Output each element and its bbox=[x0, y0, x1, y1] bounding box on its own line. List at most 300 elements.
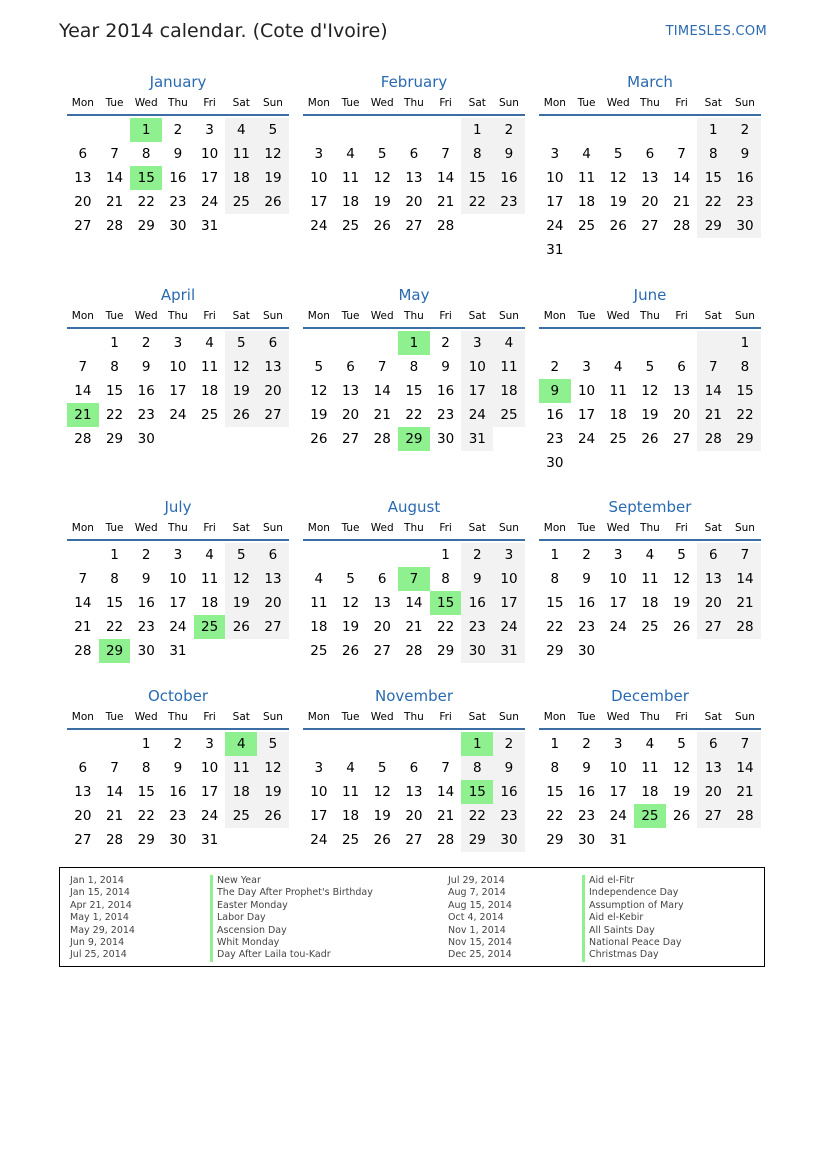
day-cell: 19 bbox=[609, 194, 627, 210]
day-cell: 12 bbox=[373, 170, 391, 186]
day-cell: 14 bbox=[673, 170, 691, 186]
empty-cell bbox=[571, 451, 603, 475]
weekday-label: Sat bbox=[468, 522, 486, 534]
day-cell: 5 bbox=[613, 146, 623, 162]
day-cell: 9 bbox=[173, 146, 183, 162]
day-cell: 17 bbox=[310, 808, 328, 824]
day-cell: 23 bbox=[729, 190, 761, 214]
day-cell: 29 bbox=[137, 218, 155, 234]
day-cell: 13 bbox=[405, 784, 423, 800]
day-cell: 2 bbox=[550, 359, 560, 375]
legend-holiday-name: Aid el-Kebir bbox=[582, 912, 684, 924]
empty-cell bbox=[366, 543, 398, 567]
day-cell: 3 bbox=[173, 335, 183, 351]
day-cell: 19 bbox=[257, 780, 289, 804]
weekday-label: Fri bbox=[203, 97, 216, 109]
day-cell: 3 bbox=[314, 760, 324, 776]
weekday-header bbox=[67, 519, 289, 541]
day-grid bbox=[303, 543, 525, 663]
day-cell: 23 bbox=[577, 808, 596, 824]
day-cell: 14 bbox=[105, 784, 124, 800]
day-cell: 24 bbox=[546, 218, 564, 234]
day-cell: 23 bbox=[461, 615, 493, 639]
legend-holiday-name: Aid el-Fitr bbox=[582, 875, 684, 887]
day-cell: 25 bbox=[341, 832, 360, 848]
legend-date: Jan 1, 2014 bbox=[70, 875, 124, 886]
weekday-label: Thu bbox=[640, 522, 660, 534]
day-cell: 7 bbox=[110, 760, 119, 776]
day-cell: 3 bbox=[205, 122, 214, 138]
month-august bbox=[303, 497, 525, 663]
day-cell: 3 bbox=[550, 146, 560, 162]
day-cell: 22 bbox=[137, 194, 155, 210]
weekday-label: Fri bbox=[439, 97, 452, 109]
weekday-label: Wed bbox=[606, 310, 630, 322]
month-name: December bbox=[611, 687, 689, 705]
day-cell: 17 bbox=[169, 383, 187, 399]
legend-holiday-name: All Saints Day bbox=[582, 925, 684, 937]
weekday-label: Wed bbox=[134, 97, 158, 109]
weekday-label: Tue bbox=[105, 97, 124, 109]
day-cell: 17 bbox=[546, 194, 564, 210]
day-cell: 21 bbox=[74, 619, 92, 635]
day-cell: 26 bbox=[641, 431, 659, 447]
empty-cell bbox=[67, 543, 99, 567]
day-cell: 28 bbox=[74, 643, 92, 659]
month-name: September bbox=[608, 498, 692, 516]
day-cell: 17 bbox=[169, 595, 187, 611]
day-cell: 20 bbox=[373, 619, 391, 635]
day-cell: 9 bbox=[493, 142, 525, 166]
weekday-label: Wed bbox=[370, 711, 394, 723]
day-cell: 12 bbox=[310, 383, 328, 399]
weekday-label: Wed bbox=[370, 97, 394, 109]
day-grid bbox=[67, 543, 289, 663]
weekday-label: Mon bbox=[307, 97, 330, 109]
day-cell: 1 bbox=[141, 736, 151, 752]
day-cell: 29 bbox=[137, 832, 155, 848]
day-cell: 6 bbox=[78, 146, 88, 162]
empty-cell bbox=[634, 828, 666, 852]
day-cell: 10 bbox=[169, 359, 187, 375]
month-february bbox=[303, 72, 525, 238]
legend-holiday-name: National Peace Day bbox=[582, 937, 684, 949]
day-cell: 5 bbox=[257, 118, 289, 142]
weekday-label: Fri bbox=[439, 310, 452, 322]
day-cell: 20 bbox=[74, 194, 92, 210]
legend-holiday-name: New Year bbox=[210, 875, 373, 887]
holiday-day-cell: 15 bbox=[130, 166, 162, 190]
day-cell: 21 bbox=[673, 194, 691, 210]
empty-cell bbox=[162, 427, 194, 451]
day-cell: 28 bbox=[74, 431, 92, 447]
day-cell: 13 bbox=[257, 355, 289, 379]
day-cell: 18 bbox=[493, 379, 525, 403]
day-cell: 11 bbox=[341, 170, 360, 186]
day-cell: 12 bbox=[257, 142, 289, 166]
day-cell: 18 bbox=[201, 383, 219, 399]
day-cell: 11 bbox=[493, 355, 525, 379]
day-cell: 4 bbox=[225, 118, 257, 142]
empty-cell bbox=[634, 331, 666, 355]
day-cell: 8 bbox=[550, 571, 560, 587]
legend-holiday-name: Christmas Day bbox=[582, 949, 684, 961]
day-cell: 4 bbox=[346, 146, 355, 162]
legend-date: Aug 15, 2014 bbox=[448, 899, 512, 911]
day-cell: 8 bbox=[441, 571, 450, 587]
empty-cell bbox=[461, 214, 493, 238]
day-cell: 13 bbox=[341, 383, 360, 399]
weekday-label: Fri bbox=[675, 711, 688, 723]
weekday-label: Mon bbox=[71, 310, 94, 322]
empty-cell bbox=[430, 732, 462, 756]
day-cell: 11 bbox=[201, 359, 219, 375]
day-cell: 3 bbox=[613, 547, 623, 563]
weekday-label: Thu bbox=[640, 97, 660, 109]
legend-date: Nov 1, 2014 bbox=[448, 924, 506, 936]
empty-cell bbox=[602, 118, 634, 142]
day-cell: 25 bbox=[201, 407, 219, 423]
day-cell: 31 bbox=[493, 639, 525, 663]
holiday-day-cell: 15 bbox=[430, 591, 462, 615]
month-name: November bbox=[374, 687, 454, 705]
day-cell: 30 bbox=[437, 431, 455, 447]
day-cell: 25 bbox=[310, 643, 328, 659]
weekday-label: Thu bbox=[404, 522, 424, 534]
day-cell: 13 bbox=[74, 170, 92, 186]
day-cell: 25 bbox=[341, 218, 360, 234]
day-cell: 7 bbox=[729, 543, 761, 567]
day-cell: 18 bbox=[641, 784, 659, 800]
day-cell: 13 bbox=[641, 170, 659, 186]
day-cell: 28 bbox=[697, 427, 729, 451]
legend-date: Jul 25, 2014 bbox=[70, 949, 127, 961]
day-cell: 18 bbox=[641, 595, 659, 611]
day-cell: 6 bbox=[377, 571, 387, 587]
weekday-label: Fri bbox=[675, 522, 688, 534]
empty-cell bbox=[398, 732, 430, 756]
day-cell: 20 bbox=[74, 808, 92, 824]
day-cell: 2 bbox=[493, 118, 525, 142]
holiday-day-cell: 1 bbox=[398, 331, 430, 355]
day-cell: 26 bbox=[341, 643, 360, 659]
day-cell: 6 bbox=[409, 760, 419, 776]
day-cell: 24 bbox=[493, 615, 525, 639]
day-cell: 9 bbox=[141, 359, 151, 375]
day-cell: 30 bbox=[577, 643, 596, 659]
weekday-label: Sun bbox=[262, 522, 283, 534]
empty-cell bbox=[571, 238, 603, 262]
day-cell: 27 bbox=[697, 804, 729, 828]
day-cell: 15 bbox=[105, 383, 124, 399]
day-cell: 24 bbox=[310, 832, 328, 848]
day-cell: 15 bbox=[729, 379, 761, 403]
day-cell: 25 bbox=[641, 619, 659, 635]
empty-cell bbox=[729, 639, 761, 663]
day-cell: 18 bbox=[341, 194, 360, 210]
day-cell: 7 bbox=[110, 146, 119, 162]
day-cell: 14 bbox=[373, 383, 391, 399]
empty-cell bbox=[366, 118, 398, 142]
day-cell: 22 bbox=[405, 407, 423, 423]
weekday-label: Fri bbox=[675, 97, 688, 109]
month-june bbox=[539, 285, 761, 475]
weekday-label: Sat bbox=[704, 711, 722, 723]
weekday-label: Thu bbox=[640, 310, 660, 322]
weekday-label: Mon bbox=[71, 711, 94, 723]
day-cell: 26 bbox=[257, 190, 289, 214]
weekday-label: Tue bbox=[577, 522, 596, 534]
day-cell: 29 bbox=[437, 643, 455, 659]
day-cell: 4 bbox=[645, 736, 655, 752]
day-cell: 9 bbox=[582, 760, 591, 776]
weekday-header bbox=[539, 94, 761, 116]
day-cell: 9 bbox=[141, 571, 151, 587]
day-cell: 10 bbox=[310, 170, 328, 186]
day-cell: 22 bbox=[437, 619, 455, 635]
day-cell: 31 bbox=[609, 832, 627, 848]
day-cell: 21 bbox=[373, 407, 391, 423]
day-cell: 17 bbox=[609, 784, 627, 800]
day-cell: 16 bbox=[493, 166, 525, 190]
month-name: February bbox=[380, 73, 448, 91]
weekday-label: Fri bbox=[203, 711, 216, 723]
empty-cell bbox=[602, 639, 634, 663]
day-cell: 11 bbox=[609, 383, 627, 399]
legend-names-col-1 bbox=[210, 875, 373, 962]
day-cell: 26 bbox=[373, 218, 391, 234]
day-cell: 1 bbox=[729, 331, 761, 355]
day-cell: 16 bbox=[169, 170, 187, 186]
legend-holiday-name: Ascension Day bbox=[210, 925, 373, 937]
day-cell: 1 bbox=[550, 547, 560, 563]
legend-date: Dec 25, 2014 bbox=[448, 949, 512, 961]
weekday-label: Mon bbox=[71, 97, 94, 109]
weekday-label: Tue bbox=[577, 97, 596, 109]
weekday-label: Sat bbox=[232, 711, 250, 723]
day-cell: 30 bbox=[461, 639, 493, 663]
day-cell: 22 bbox=[546, 619, 564, 635]
day-cell: 28 bbox=[105, 218, 124, 234]
day-cell: 24 bbox=[169, 407, 187, 423]
day-cell: 2 bbox=[141, 335, 151, 351]
day-cell: 8 bbox=[409, 359, 419, 375]
weekday-label: Wed bbox=[606, 711, 630, 723]
day-cell: 14 bbox=[437, 170, 455, 186]
day-cell: 5 bbox=[225, 543, 257, 567]
day-cell: 18 bbox=[225, 166, 257, 190]
empty-cell bbox=[335, 331, 367, 355]
empty-cell bbox=[666, 118, 698, 142]
weekday-label: Sat bbox=[704, 97, 722, 109]
day-cell: 8 bbox=[729, 355, 761, 379]
holiday-day-cell: 21 bbox=[67, 403, 99, 427]
day-cell: 19 bbox=[341, 619, 360, 635]
empty-cell bbox=[430, 118, 462, 142]
day-cell: 22 bbox=[697, 190, 729, 214]
day-cell: 4 bbox=[613, 359, 623, 375]
day-cell: 8 bbox=[141, 760, 151, 776]
day-cell: 16 bbox=[577, 784, 596, 800]
day-cell: 28 bbox=[437, 832, 455, 848]
day-cell: 10 bbox=[461, 355, 493, 379]
day-cell: 27 bbox=[74, 832, 92, 848]
weekday-label: Mon bbox=[543, 522, 566, 534]
day-cell: 19 bbox=[310, 407, 328, 423]
day-cell: 30 bbox=[169, 832, 187, 848]
weekday-header bbox=[303, 519, 525, 541]
day-cell: 9 bbox=[582, 571, 591, 587]
holiday-legend bbox=[59, 867, 765, 967]
weekday-label: Thu bbox=[404, 711, 424, 723]
day-cell: 29 bbox=[546, 643, 564, 659]
day-cell: 1 bbox=[697, 118, 729, 142]
day-cell: 20 bbox=[641, 194, 659, 210]
day-cell: 22 bbox=[461, 190, 493, 214]
day-cell: 3 bbox=[314, 146, 324, 162]
month-name: October bbox=[147, 687, 209, 705]
weekday-label: Mon bbox=[307, 711, 330, 723]
day-cell: 8 bbox=[110, 359, 119, 375]
weekday-label: Sun bbox=[734, 711, 755, 723]
day-cell: 4 bbox=[582, 146, 591, 162]
day-cell: 7 bbox=[677, 146, 686, 162]
day-cell: 30 bbox=[493, 828, 525, 852]
empty-cell bbox=[493, 214, 525, 238]
empty-cell bbox=[634, 118, 666, 142]
day-cell: 20 bbox=[697, 591, 729, 615]
day-cell: 8 bbox=[141, 146, 151, 162]
day-cell: 16 bbox=[437, 383, 455, 399]
day-cell: 17 bbox=[577, 407, 596, 423]
day-cell: 31 bbox=[169, 643, 187, 659]
month-name: April bbox=[160, 286, 196, 304]
weekday-label: Sat bbox=[468, 310, 486, 322]
day-cell: 26 bbox=[225, 615, 257, 639]
day-cell: 8 bbox=[110, 571, 119, 587]
holiday-day-cell: 1 bbox=[130, 118, 162, 142]
empty-cell bbox=[67, 732, 99, 756]
day-cell: 1 bbox=[550, 736, 560, 752]
day-grid bbox=[67, 118, 289, 238]
day-cell: 22 bbox=[546, 808, 564, 824]
day-cell: 10 bbox=[577, 383, 596, 399]
legend-names-col-2 bbox=[582, 875, 684, 962]
day-cell: 6 bbox=[645, 146, 655, 162]
day-cell: 12 bbox=[673, 571, 691, 587]
day-cell: 18 bbox=[577, 194, 596, 210]
day-cell: 9 bbox=[441, 359, 450, 375]
day-cell: 12 bbox=[373, 784, 391, 800]
day-cell: 1 bbox=[461, 118, 493, 142]
site-link[interactable]: TIMESLES.COM bbox=[665, 24, 767, 39]
empty-cell bbox=[225, 214, 257, 238]
day-cell: 23 bbox=[137, 407, 155, 423]
day-cell: 13 bbox=[697, 756, 729, 780]
day-cell: 22 bbox=[729, 403, 761, 427]
day-cell: 2 bbox=[582, 736, 591, 752]
weekday-label: Thu bbox=[168, 711, 188, 723]
day-cell: 19 bbox=[373, 808, 391, 824]
day-cell: 5 bbox=[677, 547, 686, 563]
day-cell: 27 bbox=[405, 218, 423, 234]
day-cell: 10 bbox=[201, 146, 219, 162]
day-cell: 21 bbox=[729, 780, 761, 804]
weekday-label: Thu bbox=[404, 97, 424, 109]
day-grid bbox=[303, 732, 525, 852]
day-cell: 21 bbox=[437, 808, 455, 824]
holiday-day-cell: 29 bbox=[99, 639, 131, 663]
day-cell: 6 bbox=[697, 543, 729, 567]
empty-cell bbox=[335, 118, 367, 142]
empty-cell bbox=[666, 238, 698, 262]
empty-cell bbox=[697, 451, 729, 475]
empty-cell bbox=[602, 238, 634, 262]
empty-cell bbox=[194, 639, 226, 663]
day-cell: 19 bbox=[641, 407, 659, 423]
day-cell: 3 bbox=[613, 736, 623, 752]
day-grid bbox=[67, 331, 289, 451]
day-cell: 16 bbox=[493, 780, 525, 804]
day-cell: 16 bbox=[577, 595, 596, 611]
day-cell: 5 bbox=[377, 146, 387, 162]
day-cell: 13 bbox=[373, 595, 391, 611]
day-cell: 8 bbox=[461, 756, 493, 780]
day-cell: 25 bbox=[577, 218, 596, 234]
day-cell: 14 bbox=[74, 595, 92, 611]
day-cell: 1 bbox=[441, 547, 450, 563]
day-cell: 6 bbox=[409, 146, 419, 162]
legend-date: Jul 29, 2014 bbox=[448, 875, 505, 886]
day-cell: 27 bbox=[697, 615, 729, 639]
empty-cell bbox=[303, 732, 335, 756]
empty-cell bbox=[303, 331, 335, 355]
day-cell: 28 bbox=[105, 832, 124, 848]
day-cell: 18 bbox=[310, 619, 328, 635]
day-cell: 3 bbox=[461, 331, 493, 355]
day-cell: 27 bbox=[641, 218, 659, 234]
empty-cell bbox=[67, 331, 99, 355]
day-cell: 28 bbox=[729, 615, 761, 639]
empty-cell bbox=[335, 732, 367, 756]
empty-cell bbox=[666, 331, 698, 355]
weekday-header bbox=[539, 708, 761, 730]
day-cell: 26 bbox=[310, 431, 328, 447]
holiday-day-cell: 9 bbox=[539, 379, 571, 403]
day-cell: 4 bbox=[205, 335, 214, 351]
empty-cell bbox=[225, 427, 257, 451]
weekday-label: Tue bbox=[105, 711, 124, 723]
day-cell: 26 bbox=[373, 832, 391, 848]
day-cell: 2 bbox=[493, 732, 525, 756]
day-cell: 2 bbox=[173, 122, 183, 138]
day-cell: 4 bbox=[645, 547, 655, 563]
day-cell: 17 bbox=[493, 591, 525, 615]
day-cell: 18 bbox=[225, 780, 257, 804]
day-cell: 9 bbox=[461, 567, 493, 591]
day-cell: 16 bbox=[461, 591, 493, 615]
weekday-label: Sun bbox=[734, 310, 755, 322]
holiday-day-cell: 15 bbox=[461, 780, 493, 804]
empty-cell bbox=[257, 639, 289, 663]
day-cell: 14 bbox=[437, 784, 455, 800]
day-cell: 13 bbox=[74, 784, 92, 800]
day-cell: 10 bbox=[546, 170, 564, 186]
weekday-label: Thu bbox=[404, 310, 424, 322]
empty-cell bbox=[398, 118, 430, 142]
holiday-day-cell: 7 bbox=[398, 567, 430, 591]
day-cell: 13 bbox=[257, 567, 289, 591]
